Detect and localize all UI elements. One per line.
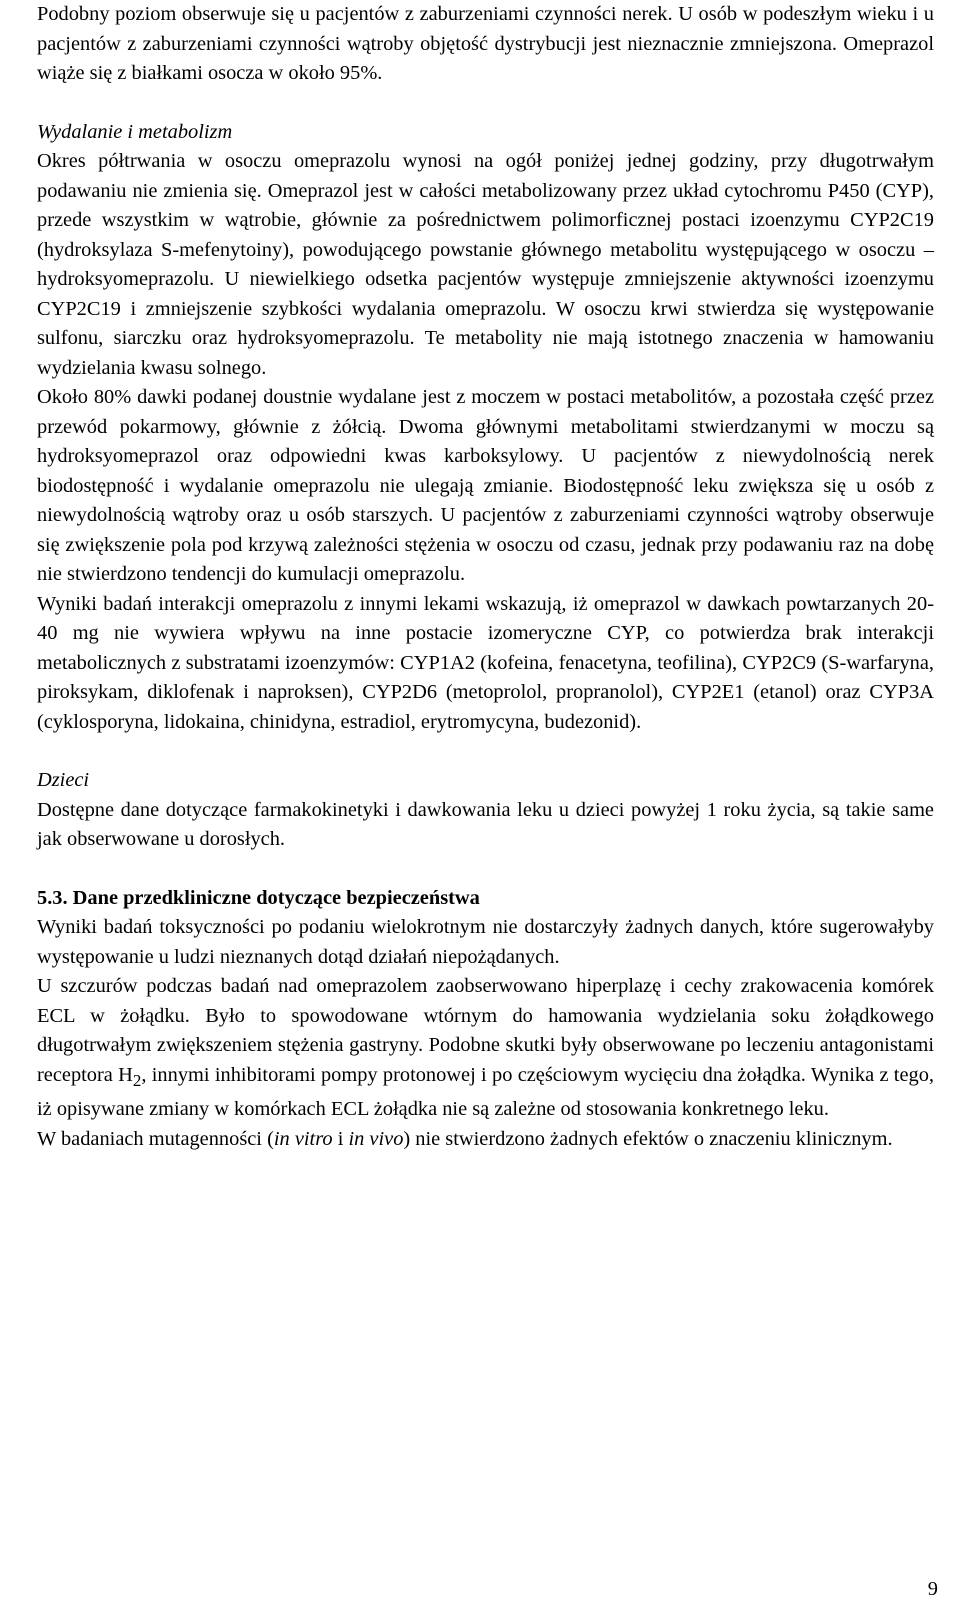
paragraph-intro: Podobny poziom obserwuje się u pacjentów z zaburzeniami czynności nerek. U osób w podeszłym wieku i u pacjentów z zaburzeniami czynności wątroby objętość dystrybucji jest nieznacznie zmniejszona. Omeprazol wiąże się z białkami osocza w około 95%. (37, 3, 934, 84)
paragraph-safety-2 (37, 972, 934, 1125)
safety-2-text-b: , innymi inhibitorami pompy protonowej i po częściowym wycięciu dna żołądka. Wynika z tego, iż opisywane zmiany w komórkach ECL żołądka nie są zależne od stosowania konkretnego leku. (37, 1063, 935, 1121)
document-body (37, 0, 934, 1154)
subscript-2: 2 (132, 1070, 142, 1090)
paragraph-wydalanie-1: Okres półtrwania w osoczu omeprazolu wynosi na ogół poniżej jednej godziny, przy długotrwałym podawaniu nie zmienia się. Omeprazol jest w całości metabolizowany przez układ cytochromu P450 (CYP), przede wszystkim w wątrobie, głównie za pośrednictwem polimorficznej postaci izoenzymu CYP2C19 (hydroksylaza S-mefenytoiny), powodującego powstanie głównego metabolitu występującego w osoczu – hydroksyomeprazolu. U niewielkiego odsetka pacjentów występuje zmniejszenie aktywności izoenzymu CYP2C19 i zmniejszenie szybkości wydalania omeprazolu. W osoczu krwi stwierdza się występowanie sulfonu, siarczku oraz hydroksyomeprazolu. Te metabolity nie mają istotnego znaczenia w hamowaniu wydzielania kwasu solnego. (37, 150, 934, 379)
safety-3-text-a: W badaniach mutagenności ( (37, 1127, 274, 1150)
safety-2-text-a: U szczurów podczas badań nad omeprazolem zaobserwowano hiperplazę i cechy zrakowacenia komórek ECL w żołądku. Było to spowodowane wtórnym do hamowania wydzielania soku żołądkowego długotrwałym zwiększeniem stężenia gastryny. Podobne skutki były obserwowane po leczeniu antagonistami receptora H (37, 975, 934, 1086)
section-title: 5.3. Dane przedkliniczne dotyczące bezpieczeństwa (37, 886, 480, 909)
spacer (37, 89, 934, 118)
safety-3-text-b: ) nie stwierdzono żadnych efektów o znaczeniu klinicznym. (403, 1127, 893, 1150)
paragraph-safety-3 (37, 1125, 934, 1155)
page-number: 9 (927, 1578, 938, 1600)
paragraph-wydalanie-2: Około 80% dawki podanej doustnie wydalane jest z moczem w postaci metabolitów, a pozostała część przez przewód pokarmowy, głównie z żółcią. Dwoma głównymi metabolitami stwierdzanymi w moczu są hydroksyomeprazol oraz odpowiedni kwas karboksylowy. U pacjentów z niewydolnością nerek biodostępność i wydalanie omeprazolu nie ulegają zmianie. Biodostępność leku zwiększa się u osób z niewydolnością wątroby oraz u osób starszych. U pacjentów z zaburzeniami czynności wątroby obserwuje się zwiększenie pola pod krzywą zależności stężenia w osoczu od czasu, jednak przy podawaniu raz na dobę nie stwierdzono tendencji do kumulacji omeprazolu. (37, 386, 934, 585)
spacer (37, 855, 934, 884)
subheading-wydalanie: Wydalanie i metabolizm (37, 120, 233, 143)
in-vivo-term: in vivo (348, 1127, 404, 1150)
subheading-dzieci: Dzieci (37, 769, 90, 791)
in-vitro-term: in vitro (273, 1127, 333, 1150)
paragraph-safety-1: Wyniki badań toksyczności po podaniu wielokrotnym nie dostarczyły żadnych danych, które sugerowałyby występowanie u ludzi nieznanych dotąd działań niepożądanych. (37, 916, 934, 968)
spacer (37, 737, 934, 766)
safety-3-conjunction: i (332, 1127, 349, 1150)
paragraph-wydalanie-3: Wyniki badań interakcji omeprazolu z innymi lekami wskazują, iż omeprazol w dawkach powtarzanych 20-40 mg nie wywiera wpływu na inne postacie izomeryczne CYP, co potwierdza brak interakcji metabolicznych z substratami izoenzymów: CYP1A2 (kofeina, fenacetyna, teofilina), CYP2C9 (S-warfaryna, piroksykam, diklofenak i naproksen), CYP2D6 (metoprolol, propranolol), CYP2E1 (etanol) oraz CYP3A (cyklosporyna, lidokaina, chinidyna, estradiol, erytromycyna, budezonid). (37, 592, 934, 733)
paragraph-dzieci: Dostępne dane dotyczące farmakokinetyki i dawkowania leku u dzieci powyżej 1 roku życia, są takie same jak obserwowane u dorosłych. (37, 798, 934, 850)
